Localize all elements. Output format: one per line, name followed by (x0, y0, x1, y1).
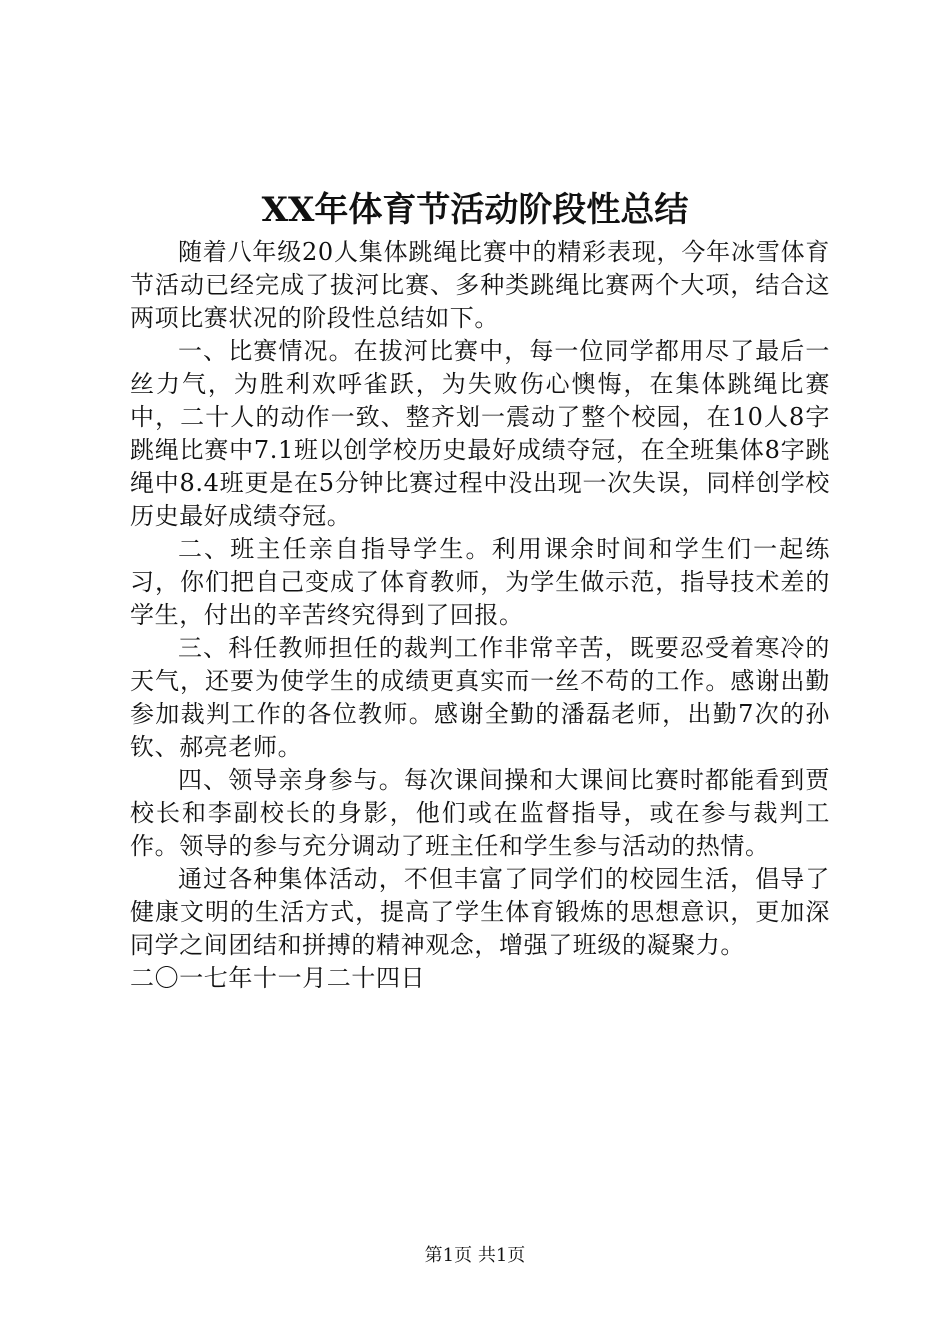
paragraph-competition: 一、比赛情况。在拔河比赛中，每一位同学都用尽了最后一丝力气，为胜利欢呼雀跃，为失败伤心懊悔，在集体跳绳比赛中，二十人的动作一致、整齐划一震动了整个校园，在10人8字跳绳比赛中7.1班以创学校历史最好成绩夺冠，在全班集体8字跳绳中8.4班更是在5分钟比赛过程中没出现一次失误，同样创学校历史最好成绩夺冠。 (130, 337, 830, 530)
paragraph-referees: 三、科任教师担任的裁判工作非常辛苦，既要忍受着寒冷的天气，还要为使学生的成绩更真实而一丝不苟的工作。感谢出勤参加裁判工作的各位教师。感谢全勤的潘磊老师，出勤7次的孙钦、郝亮老师。 (130, 634, 830, 761)
paragraph-head-teachers: 二、班主任亲自指导学生。利用课余时间和学生们一起练习，你们把自己变成了体育教师，为学生做示范，指导技术差的学生，付出的辛苦终究得到了回报。 (130, 535, 830, 629)
paragraph-intro: 随着八年级20人集体跳绳比赛中的精彩表现，今年冰雪体育节活动已经完成了拔河比赛、多种类跳绳比赛两个大项，结合这两项比赛状况的阶段性总结如下。 (130, 238, 830, 332)
paragraph-leaders: 四、领导亲身参与。每次课间操和大课间比赛时都能看到贾校长和李副校长的身影，他们或在监督指导，或在参与裁判工作。领导的参与充分调动了班主任和学生参与活动的热情。 (130, 766, 830, 860)
paragraph-conclusion: 通过各种集体活动，不但丰富了同学们的校园生活，倡导了健康文明的生活方式，提高了学生体育锻炼的思想意识，更加深同学之间团结和拼搏的精神观念，增强了班级的凝聚力。 (130, 865, 830, 959)
document-body (130, 236, 830, 995)
document-date: 二〇一七年十一月二十四日 (130, 964, 426, 992)
document-title: XX年体育节活动阶段性总结 (261, 190, 689, 230)
page-footer: 第1页 共1页 (424, 1245, 526, 1266)
